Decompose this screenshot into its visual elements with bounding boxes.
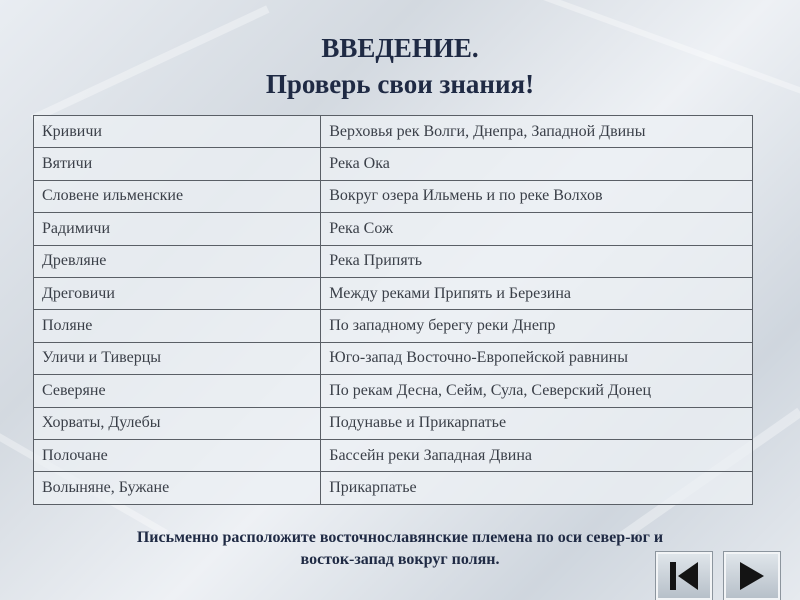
- table-row: [34, 277, 753, 309]
- tribe-cell: Северяне: [34, 375, 321, 407]
- tribe-cell: Словене ильменские: [34, 180, 321, 212]
- tribes-table-wrapper: [33, 115, 753, 505]
- table-row: [34, 148, 753, 180]
- tribe-cell: Радимичи: [34, 213, 321, 245]
- tribe-cell: Волыняне, Бужане: [34, 472, 321, 504]
- title-line-2: Проверь свои знания!: [265, 69, 535, 99]
- location-cell: Юго-запад Восточно-Европейской равнины: [321, 342, 753, 374]
- location-cell: Река Сож: [321, 213, 753, 245]
- table-row: [34, 439, 753, 471]
- location-cell: Река Припять: [321, 245, 753, 277]
- instruction-line-2: восток-запад вокруг полян.: [300, 551, 500, 568]
- location-cell: Верховья рек Волги, Днепра, Западной Двины: [321, 116, 753, 148]
- location-cell: По рекам Десна, Сейм, Сула, Северский Донец: [321, 375, 753, 407]
- title-line-1: ВВЕДЕНИЕ.: [321, 33, 479, 63]
- tribe-cell: Хорваты, Дулебы: [34, 407, 321, 439]
- tribe-cell: Уличи и Тиверцы: [34, 342, 321, 374]
- skip-back-icon: [667, 559, 701, 593]
- location-cell: Бассейн реки Западная Двина: [321, 439, 753, 471]
- instruction-line-1: Письменно расположите восточнославянские племена по оси север-юг и: [136, 529, 664, 546]
- table-row: [34, 472, 753, 504]
- play-next-icon: [735, 559, 769, 593]
- location-cell: Вокруг озера Ильмень и по реке Волхов: [321, 180, 753, 212]
- table-row: [34, 310, 753, 342]
- next-slide-button[interactable]: [724, 552, 780, 600]
- table-row: [34, 375, 753, 407]
- table-row: [34, 407, 753, 439]
- location-cell: По западному берегу реки Днепр: [321, 310, 753, 342]
- table-row: [34, 245, 753, 277]
- table-row: [34, 342, 753, 374]
- tribe-cell: Вятичи: [34, 148, 321, 180]
- tribes-table: [33, 115, 753, 505]
- location-cell: Прикарпатье: [321, 472, 753, 504]
- location-cell: Между реками Припять и Березина: [321, 277, 753, 309]
- tribe-cell: Полочане: [34, 439, 321, 471]
- tribe-cell: Кривичи: [34, 116, 321, 148]
- previous-slide-button[interactable]: [656, 552, 712, 600]
- table-row: [34, 116, 753, 148]
- location-cell: Подунавье и Прикарпатье: [321, 407, 753, 439]
- table-row: [34, 180, 753, 212]
- tribe-cell: Поляне: [34, 310, 321, 342]
- instruction-text: [40, 527, 760, 571]
- slide-title: [0, 30, 800, 102]
- location-cell: Река Ока: [321, 148, 753, 180]
- table-row: [34, 213, 753, 245]
- tribe-cell: Дреговичи: [34, 277, 321, 309]
- tribe-cell: Древляне: [34, 245, 321, 277]
